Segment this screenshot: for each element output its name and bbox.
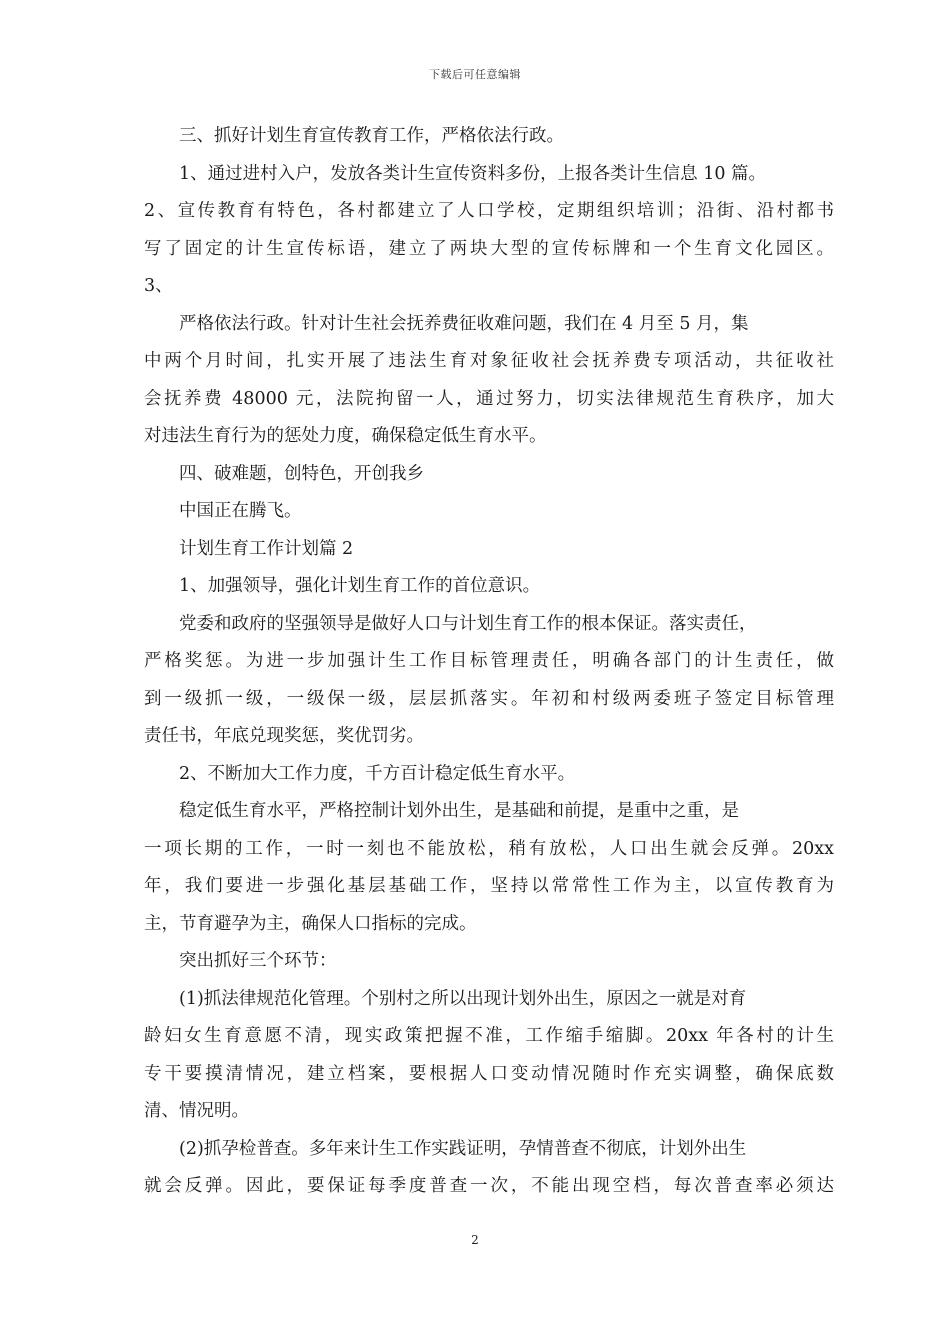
document-body: [144, 118, 834, 1206]
text-line: (1)抓法律规范化管理。个别村之所以出现计划外出生，原因之一就是对育: [179, 988, 747, 1009]
text-line: 2、宣传教育有特色，各村都建立了人口学校，定期组织培训；沿街、沿村都书: [144, 201, 834, 221]
text-line: 3、: [144, 276, 173, 296]
text-line: 写了固定的计生宣传标语，建立了两块大型的宣传标牌和一个生育文化园区。: [144, 238, 834, 259]
text-line: 1、加强领导，强化计划生育工作的首位意识。: [179, 576, 541, 596]
text-line: 中两个月时间，扎实开展了违法生育对象征收社会抚养费专项活动，共征收社: [144, 351, 834, 371]
text-line: 到一级抓一级，一级保一级，层层抓落实。年初和村级两委班子签定目标管理: [144, 688, 834, 709]
text-line: 四、破难题，创特色，开创我乡: [179, 463, 424, 484]
text-line: 年，我们要进一步强化基层基础工作，坚持以常常性工作为主，以宣传教育为: [144, 876, 834, 896]
text-line: 会抚养费 48000 元，法院拘留一人，通过努力，切实法律规范生育秩序，加大: [144, 388, 834, 409]
page-header: 下载后可任意编辑: [429, 68, 521, 81]
text-line: 主，节育避孕为主，确保人口指标的完成。: [144, 913, 477, 934]
text-line: 计划生育工作计划篇 2: [179, 538, 354, 559]
text-line: 对违法生育行为的惩处力度，确保稳定低生育水平。: [144, 426, 547, 446]
page-number: 2: [471, 1233, 479, 1247]
text-line: 责任书，年底兑现奖惩，奖优罚劣。: [144, 726, 424, 746]
text-line: (2)抓孕检普查。多年来计生工作实践证明，孕情普查不彻底，计划外出生: [179, 1138, 747, 1159]
text-line: 龄妇女生育意愿不清，现实政策把握不准，工作缩手缩脚。20xx 年各村的计生: [144, 1026, 834, 1046]
text-line: 专干要摸清情况，建立档案，要根据人口变动情况随时作充实调整，确保底数: [144, 1063, 834, 1084]
text-line: 稳定低生育水平，严格控制计划外出生，是基础和前提，是重中之重，是: [179, 801, 739, 821]
text-line: 三、抓好计划生育宣传教育工作，严格依法行政。: [179, 126, 564, 146]
text-line: 2、不断加大工作力度，千方百计稳定低生育水平。: [179, 763, 576, 784]
text-line: 中国正在腾飞。: [179, 501, 302, 521]
text-line: 严格奖惩。为进一步加强计生工作目标管理责任，明确各部门的计生责任，做: [144, 651, 834, 671]
text-line: 1、通过进村入户，发放各类计生宣传资料多份，上报各类计生信息 10 篇。: [179, 163, 767, 184]
text-line: 一项长期的工作，一时一刻也不能放松，稍有放松，人口出生就会反弹。20xx: [144, 838, 834, 859]
text-line: 清、情况明。: [144, 1101, 249, 1121]
text-line: 严格依法行政。针对计生社会抚养费征收难问题，我们在 4 月至 5 月，集: [179, 313, 749, 334]
text-line: 党委和政府的坚强领导是做好人口与计划生育工作的根本保证。落实责任，: [179, 613, 757, 634]
text-line: 突出抓好三个环节：: [179, 951, 337, 971]
text-line: 就会反弹。因此，要保证每季度普查一次，不能出现空档，每次普查率必须达: [144, 1176, 834, 1196]
